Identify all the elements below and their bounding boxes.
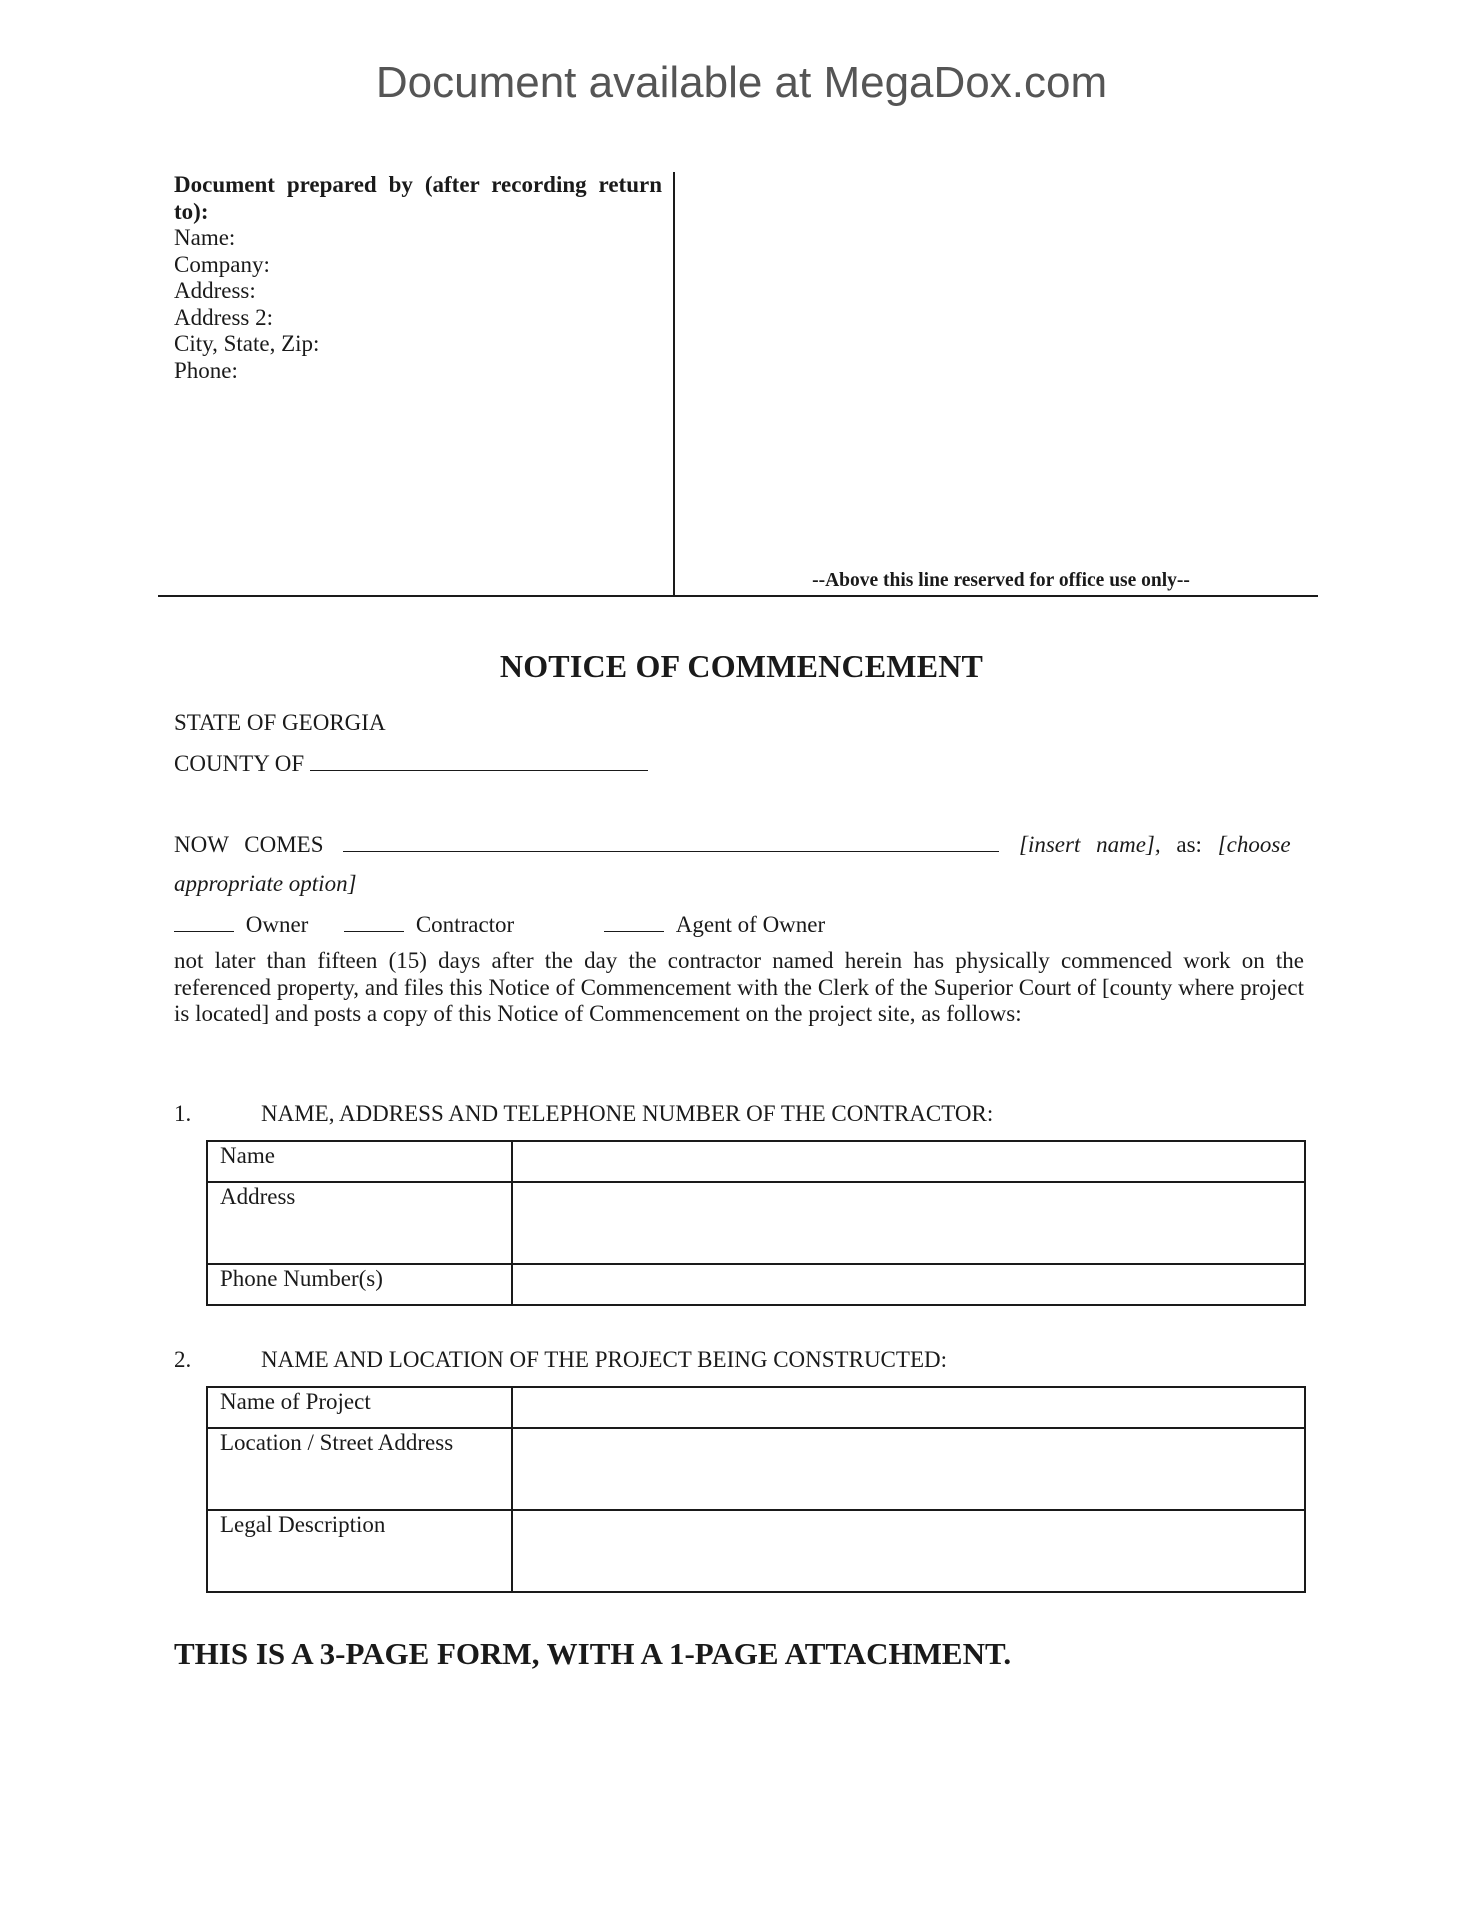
project-table <box>206 1386 1306 1593</box>
legal-description-label: Legal Description <box>207 1510 512 1592</box>
contractor-table <box>206 1140 1306 1306</box>
prepared-by-address: Address: <box>174 278 256 303</box>
table-row <box>207 1428 1305 1510</box>
table-row <box>207 1141 1305 1182</box>
prepared-by-block <box>174 172 662 384</box>
insert-name-blank[interactable] <box>343 831 999 852</box>
prepared-by-phone: Phone: <box>174 357 238 383</box>
section-1-number: 1. <box>174 1101 192 1126</box>
choose-hint: [choose <box>1217 832 1291 857</box>
insert-name-hint: [insert name], <box>1019 832 1161 857</box>
options-line <box>174 911 825 938</box>
table-row <box>207 1387 1305 1428</box>
county-blank[interactable] <box>310 750 648 771</box>
option-contractor: Contractor <box>415 912 515 937</box>
prepared-by-city-state-zip: City, State, Zip: <box>174 331 320 356</box>
contractor-address-field[interactable] <box>512 1182 1305 1264</box>
table-row <box>207 1510 1305 1592</box>
header-horizontal-divider <box>158 595 1318 597</box>
section-1-heading <box>174 1101 993 1127</box>
owner-checkbox-blank[interactable] <box>174 911 234 932</box>
section-1-title: NAME, ADDRESS AND TELEPHONE NUMBER OF THE CONTRACTOR: <box>261 1101 994 1126</box>
choose-hint-continued: appropriate option] <box>174 871 357 896</box>
office-use-note: --Above this line reserved for office use only-- <box>812 570 1190 591</box>
project-name-field[interactable] <box>512 1387 1305 1428</box>
table-row <box>207 1182 1305 1264</box>
contractor-address-label: Address <box>207 1182 512 1264</box>
now-comes-line <box>174 831 1304 858</box>
contractor-name-field[interactable] <box>512 1141 1305 1182</box>
section-2-number: 2. <box>174 1347 192 1372</box>
county-line <box>174 750 648 777</box>
agent-checkbox-blank[interactable] <box>604 911 664 932</box>
county-label: COUNTY OF <box>174 751 305 776</box>
option-agent-of-owner: Agent of Owner <box>675 912 826 937</box>
header-vertical-divider <box>673 172 675 596</box>
project-location-label: Location / Street Address <box>207 1428 512 1510</box>
prepared-by-heading: Document prepared by (after recording return to): <box>174 172 662 224</box>
option-owner: Owner <box>245 912 309 937</box>
section-2-heading <box>174 1347 947 1373</box>
project-name-label: Name of Project <box>207 1387 512 1428</box>
document-title: NOTICE OF COMMENCEMENT <box>499 648 984 684</box>
watermark-banner: Document available at MegaDox.com <box>375 58 1108 107</box>
prepared-by-name: Name: <box>174 225 236 250</box>
legal-description-field[interactable] <box>512 1510 1305 1592</box>
contractor-phone-field[interactable] <box>512 1264 1305 1305</box>
state-line: STATE OF GEORGIA <box>174 710 386 735</box>
now-comes-label: NOW COMES <box>174 832 324 857</box>
contractor-name-label: Name <box>207 1141 512 1182</box>
section-2-title: NAME AND LOCATION OF THE PROJECT BEING CONSTRUCTED: <box>261 1347 947 1372</box>
prepared-by-address-2: Address 2: <box>174 304 274 330</box>
contractor-phone-label: Phone Number(s) <box>207 1264 512 1305</box>
project-location-field[interactable] <box>512 1428 1305 1510</box>
table-row <box>207 1264 1305 1305</box>
contractor-checkbox-blank[interactable] <box>344 911 404 932</box>
prepared-by-company: Company: <box>174 251 270 277</box>
as-label: as: <box>1176 832 1202 857</box>
attachment-note: THIS IS A 3-PAGE FORM, WITH A 1-PAGE ATTACHMENT. <box>174 1636 1012 1671</box>
commencement-paragraph: not later than fifteen (15) days after the day the contractor named herein has physically commenced work on the referenced property, and files this Notice of Commencement with the Clerk of the Superior Court of [county where project is located] and posts a copy of this Notice of Commencement on the project site, as follows: <box>174 948 1304 1026</box>
